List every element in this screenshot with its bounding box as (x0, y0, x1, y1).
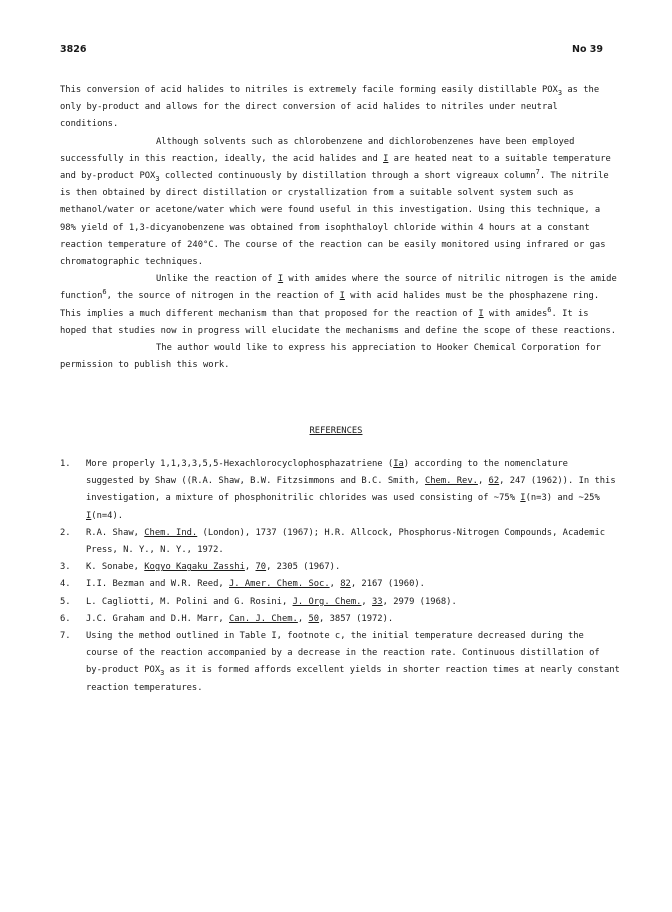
reference-item: 5. L. Cagliotti, M. Polini and G. Rosini, J. Org. Chem., 33, 2979 (1968). (60, 596, 457, 607)
citation-superscript: 7 (535, 168, 540, 177)
volume-number: 82 (340, 579, 351, 590)
citation-superscript: 6 (102, 288, 107, 297)
reference-item: 7. Using the method outlined in Table I, footnote c, the initial temperature decreased during the course of the reaction accompanied by a decrease in the reaction rate. Continuous distillation of by-product $POX_3$ as it is formed affords excellent yields in shorter reaction times at nearly constant reaction temperatures. (60, 631, 620, 693)
references-list (60, 456, 620, 697)
volume-number: 62 (488, 476, 500, 487)
body-text (60, 82, 620, 374)
compound-ref: I (277, 274, 284, 285)
journal-name: J. Amer. Chem. Soc. (229, 579, 330, 590)
reference-item: 1. More properly 1,1,3,3,5,5-Hexachlorocyclophosphazatriene (Ia) according to the nomenclature suggested by Shaw ((R.A. Shaw, B.W. Fitzsimmons and B.C. Smith, Chem. Rev., 62, 247 (1962)). In this investigation, a mixture of phosphonitrilic chlorides was used consisting of ~75% I(n=3) and ~25% I(n=4). (60, 459, 616, 521)
reference-item: 3. K. Sonabe, Kogyo Kagaku Zasshi, 70, 2305 (1967). (60, 562, 341, 573)
volume-number: 50 (308, 613, 320, 624)
reference-item: 4. I.I. Bezman and W.R. Reed, J. Amer. Chem. Soc., 82, 2167 (1960). (60, 579, 425, 590)
paragraph-1: This conversion of acid halides to nitriles is extremely facile forming easily distillable $POX_3$ as the only by-product and allows for the direct conversion of acid halides to nitriles under neutral conditions. (60, 85, 600, 130)
journal-name: Chem. Ind. (144, 527, 198, 538)
compound-ref: I (383, 153, 389, 164)
journal-issue-number: No 39 (572, 44, 604, 55)
volume-number: 70 (255, 562, 267, 573)
journal-name: J. Org. Chem. (292, 596, 362, 607)
citation-superscript: 6 (547, 305, 552, 314)
paragraph-3: Unlike the reaction of I with amides where the source of nitrilic nitrogen is the amide function$^6$, the source of nitrogen in the reaction of I with acid halides must be the phosphazene ring. This implies a much different mechanism than that proposed for the reaction of I with amides$^6$. It is hoped that studies now in progress will elucidate the mechanisms and define the scope of these reactions. (60, 274, 617, 336)
journal-name: Kogyo Kagaku Zasshi (144, 562, 245, 573)
page-number: 3826 (60, 44, 87, 55)
journal-name: Can. J. Chem. (229, 613, 298, 624)
reference-item: 6. J.C. Graham and D.H. Marr, Can. J. Chem., 50, 3857 (1972). (60, 613, 394, 624)
acknowledgement-paragraph: The author would like to express his appreciation to Hooker Chemical Corporation for permission to publish this work. (60, 343, 601, 371)
references-heading: REFERENCES (309, 426, 363, 436)
compound-ref: I (478, 308, 484, 319)
volume-number: 33 (372, 596, 383, 607)
paragraph-2: Although solvents such as chlorobenzene and dichlorobenzenes have been employed successfully in this reaction, ideally, the acid halides and I are heated neat to a suitable temperature and by-product $POX_3$ collected continuously by distillation through a short vigreaux column$^7$. The nitrile is then obtained by direct distillation or crystallization from a suitable solvent system such as methanol/water or acetone/water which were found useful in this investigation. Using this technique, a 98% yield of 1,3-dicyanobenzene was obtained from isophthaloyl chloride within 4 hours at a constant reaction temperature of 240°C. The course of the reaction can be easily monitored using infrared or gas chromatographic techniques. (60, 136, 611, 268)
compound-ref: I (339, 291, 345, 302)
journal-name: Chem. Rev. (424, 476, 478, 487)
reference-item: 2. R.A. Shaw, Chem. Ind. (London), 1737 (1967); H.R. Allcock, Phosphorus-Nitrogen Compounds, Academic Press, N. Y., N. Y., 1972. (60, 527, 606, 556)
